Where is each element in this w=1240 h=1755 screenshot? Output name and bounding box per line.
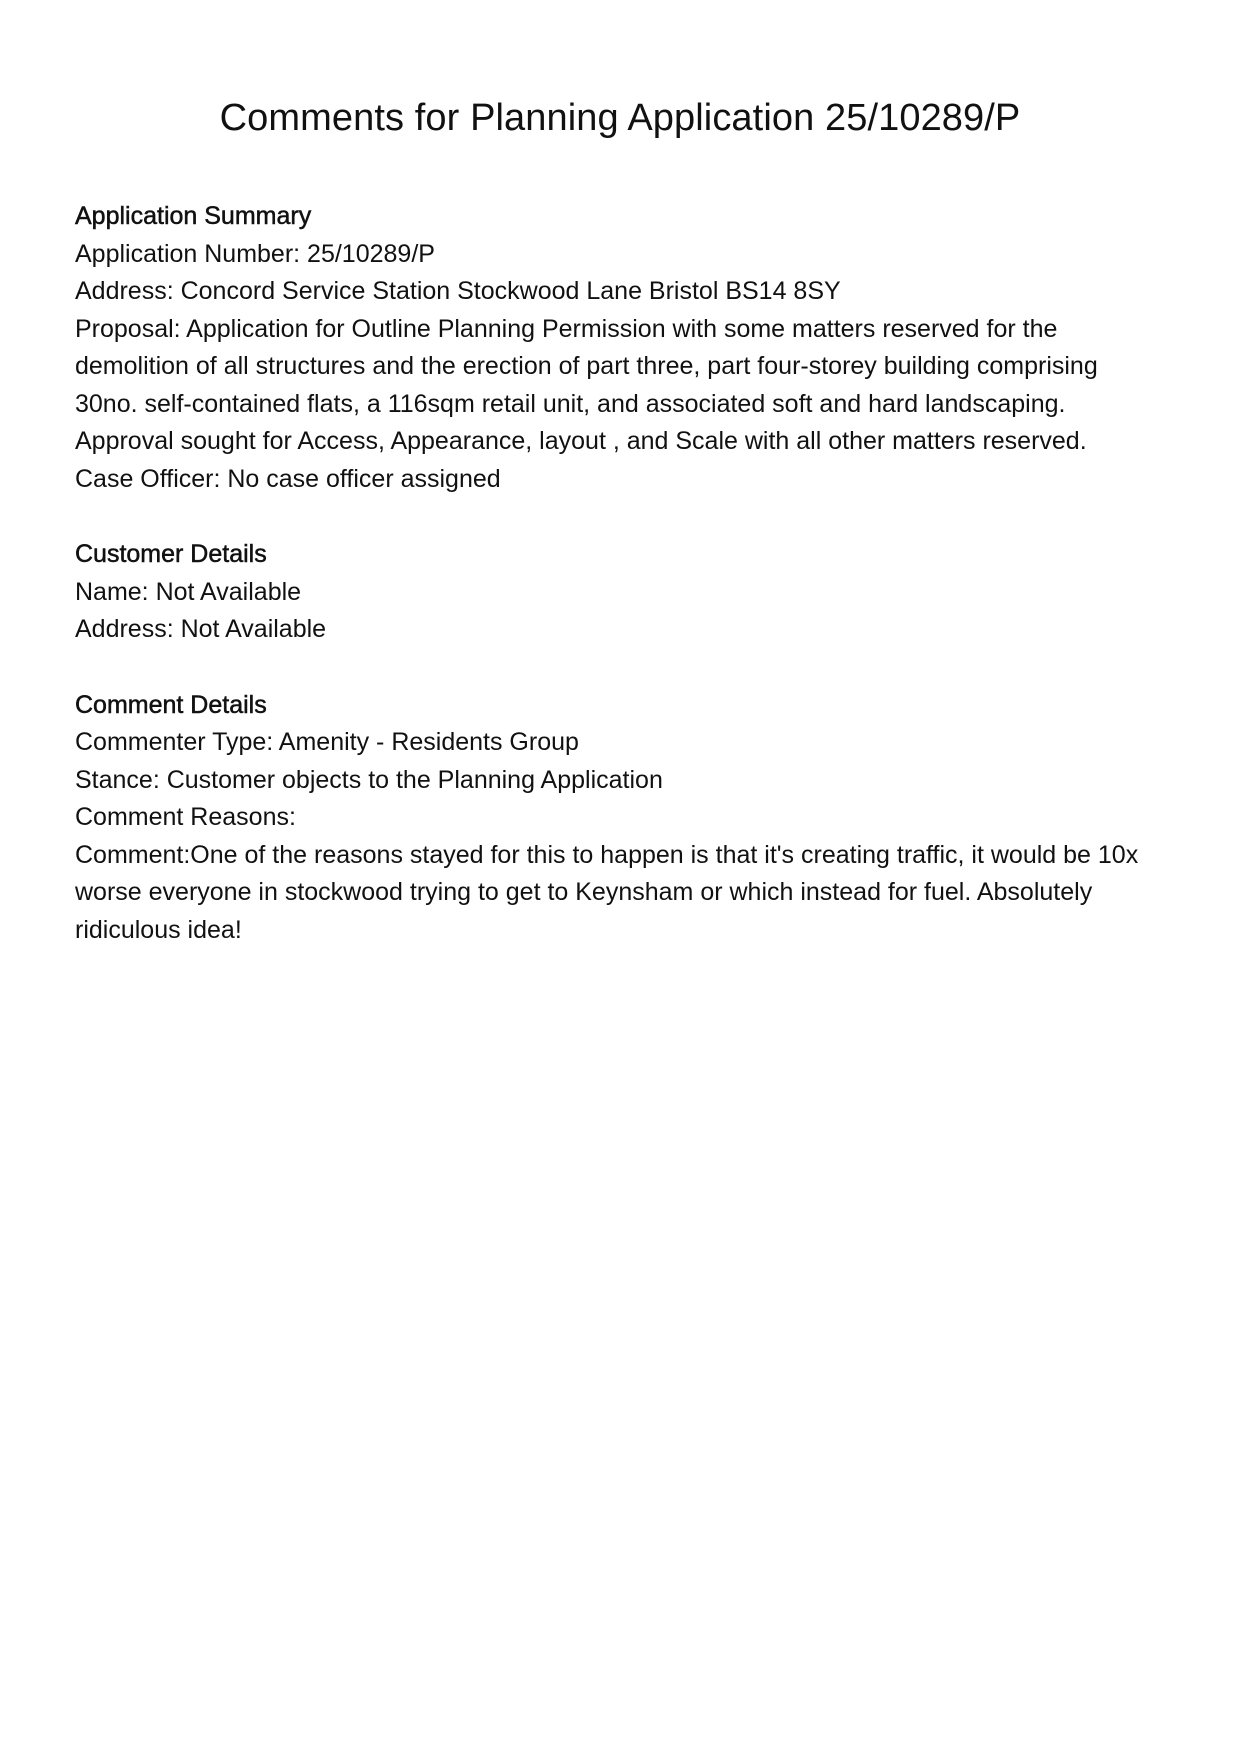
case-officer: Case Officer: No case officer assigned [75, 464, 501, 493]
proposal-line: Proposal: Application for Outline Planning Permission with some matters reserved for the [75, 314, 1058, 343]
stance: Stance: Customer objects to the Planning Application [75, 765, 663, 794]
comment-details-section [75, 687, 1155, 950]
application-summary-heading: Application Summary [75, 202, 312, 230]
document-body [75, 198, 1155, 987]
page-title: Comments for Planning Application 25/10289/P [219, 97, 1021, 139]
proposal-line: 30no. self-contained flats, a 116sqm retail unit, and associated soft and hard landscaping. [75, 389, 1066, 418]
commenter-type: Commenter Type: Amenity - Residents Group [75, 728, 579, 756]
proposal-line: demolition of all structures and the erection of part three, part four-storey building comprising [75, 352, 1098, 380]
comment-details-heading: Comment Details [75, 690, 267, 719]
comment-line: Comment:One of the reasons stayed for this to happen is that it's creating traffic, it would be 10x [75, 840, 1139, 869]
customer-address: Address: Not Available [75, 615, 327, 643]
comment-reasons: Comment Reasons: [75, 803, 296, 831]
comment-line: ridiculous idea! [75, 915, 242, 944]
application-number: Application Number: 25/10289/P [75, 239, 435, 268]
proposal-line: Approval sought for Access, Appearance, layout , and Scale with all other matters reserved. [75, 427, 1087, 455]
application-address: Address: Concord Service Station Stockwood Lane Bristol BS14 8SY [75, 277, 841, 305]
comment-line: worse everyone in stockwood trying to get to Keynsham or which instead for fuel. Absolutely [75, 878, 1093, 906]
customer-name: Name: Not Available [75, 577, 302, 606]
customer-details-heading: Customer Details [75, 540, 267, 568]
application-summary-section [75, 198, 1155, 498]
customer-details-section [75, 536, 1155, 649]
